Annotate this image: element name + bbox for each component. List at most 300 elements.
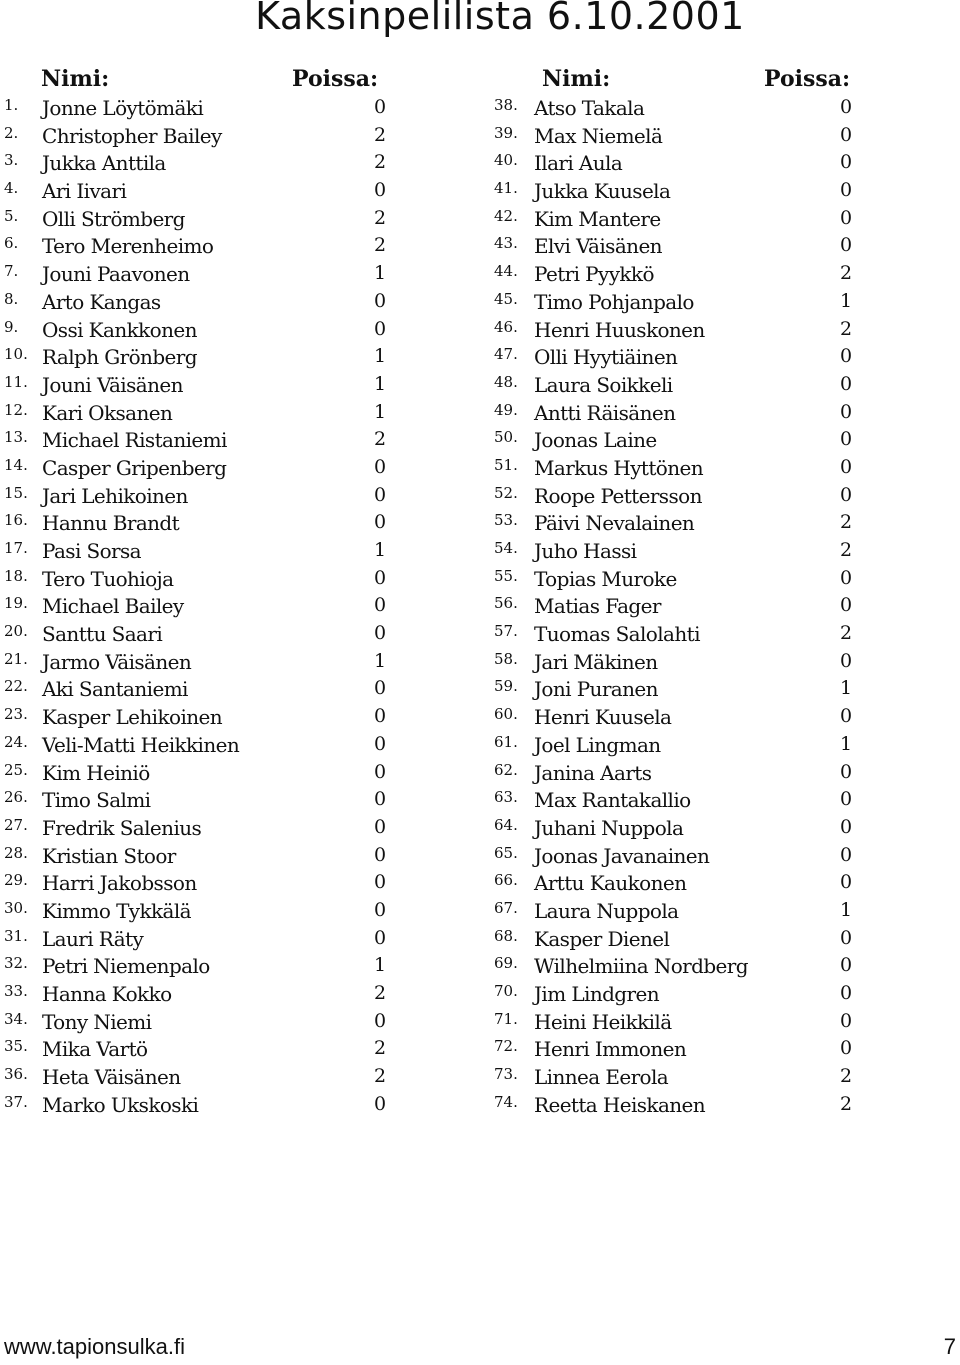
player-name: Henri Immonen: [534, 1037, 687, 1062]
page-number: 7: [943, 1334, 956, 1359]
rows-right: [488, 96, 868, 1120]
player-name: Kimmo Tykkälä: [42, 898, 191, 923]
row-number: 73.: [494, 1065, 518, 1084]
row-number: 42.: [494, 206, 518, 225]
row-number: 61.: [494, 732, 518, 751]
player-name: Veli-Matti Heikkinen: [42, 732, 240, 757]
row-number: 53.: [494, 511, 518, 530]
row-number: 13.: [4, 428, 28, 447]
absence-count: 1: [374, 372, 386, 395]
row-number: 24.: [4, 732, 28, 751]
absence-count: 2: [374, 1037, 386, 1060]
player-name: Casper Gripenberg: [42, 455, 227, 480]
absence-count: 0: [374, 289, 386, 312]
player-name: Jari Lehikoinen: [42, 483, 188, 508]
player-name: Fredrik Salenius: [42, 815, 202, 840]
row-number: 30.: [4, 898, 28, 917]
list-item: [0, 511, 400, 539]
absence-count: 2: [840, 539, 852, 561]
player-name: Ari Iivari: [42, 179, 127, 204]
player-name: Linnea Eerola: [534, 1065, 669, 1090]
list-item: [488, 345, 868, 373]
list-item: [0, 401, 400, 429]
list-item: [488, 428, 868, 456]
player-name: Elvi Väisänen: [534, 234, 662, 259]
website-link[interactable]: www.tapionsulka.fi: [4, 1334, 185, 1359]
absence-count: 0: [840, 455, 852, 478]
row-number: 65.: [494, 843, 518, 862]
absence-count: 0: [840, 179, 852, 202]
absence-count: 0: [840, 954, 852, 977]
absence-count: 0: [840, 151, 852, 174]
player-name: Ossi Kankkonen: [42, 317, 197, 342]
absence-count: 0: [374, 788, 386, 811]
row-number: 55.: [494, 566, 518, 585]
row-number: 47.: [494, 345, 518, 364]
row-number: 3.: [4, 151, 19, 170]
player-name: Heini Heikkilä: [534, 1009, 672, 1034]
player-name: Kim Mantere: [534, 206, 661, 231]
player-name: Tony Niemi: [42, 1009, 152, 1034]
absence-count: 1: [374, 345, 386, 368]
list-item: [0, 733, 400, 761]
absence-count: 2: [840, 1065, 852, 1088]
player-name: Ilari Aula: [534, 151, 623, 176]
list-item: [488, 151, 868, 179]
list-item: [0, 899, 400, 927]
row-number: 7.: [4, 262, 19, 281]
name-column-header: Nimi:: [41, 66, 110, 92]
player-name: Laura Soikkeli: [534, 372, 673, 397]
absence-count: 0: [840, 400, 852, 423]
list-item: [488, 844, 868, 872]
row-number: 63.: [494, 788, 518, 807]
row-number: 50.: [494, 428, 518, 447]
row-number: 46.: [494, 317, 518, 336]
absence-count: 0: [374, 871, 386, 894]
list-item: [488, 871, 868, 899]
row-number: 56.: [494, 594, 518, 613]
row-number: 69.: [494, 954, 518, 973]
name-column-header: Nimi:: [542, 66, 611, 92]
player-name: Kristian Stoor: [42, 843, 176, 868]
row-number: 49.: [494, 400, 518, 419]
absence-count: 0: [840, 206, 852, 229]
row-number: 64.: [494, 815, 518, 834]
list-item: [488, 622, 868, 650]
absence-count: 0: [840, 871, 852, 894]
absence-count: 1: [840, 289, 852, 312]
player-name: Joonas Javanainen: [534, 843, 710, 868]
row-number: 38.: [494, 96, 518, 114]
player-name: Timo Salmi: [42, 788, 151, 813]
row-number: 4.: [4, 179, 19, 198]
list-item: [0, 788, 400, 816]
list-item: [488, 1010, 868, 1038]
player-name: Henri Kuusela: [534, 705, 672, 730]
row-number: 25.: [4, 760, 28, 779]
list-item: [488, 373, 868, 401]
player-name: Petri Pyykkö: [534, 262, 654, 287]
list-item: [0, 234, 400, 262]
row-number: 45.: [494, 289, 518, 308]
list-item: [488, 96, 868, 124]
list-item: [488, 262, 868, 290]
list-item: [0, 761, 400, 789]
row-number: 57.: [494, 622, 518, 641]
list-item: [488, 594, 868, 622]
player-name: Mika Vartö: [42, 1037, 148, 1062]
player-name: Jukka Kuusela: [534, 179, 671, 204]
row-number: 18.: [4, 566, 28, 585]
list-item: [488, 927, 868, 955]
player-name: Tuomas Salolahti: [534, 622, 700, 647]
list-item: [488, 982, 868, 1010]
player-name: Petri Niemenpalo: [42, 954, 210, 979]
absence-count: 0: [840, 760, 852, 783]
player-name: Joni Puranen: [534, 677, 658, 702]
row-number: 5.: [4, 206, 19, 225]
row-number: 66.: [494, 871, 518, 890]
player-name: Santtu Saari: [42, 622, 163, 647]
row-number: 37.: [4, 1092, 28, 1111]
list-item: [0, 1037, 400, 1065]
row-number: 62.: [494, 760, 518, 779]
list-item: [0, 290, 400, 318]
list-item: [0, 318, 400, 346]
list-item: [488, 207, 868, 235]
absence-count: 0: [374, 622, 386, 645]
row-number: 19.: [4, 594, 28, 613]
player-name: Jari Mäkinen: [534, 649, 658, 674]
absence-count: 2: [374, 982, 386, 1004]
row-number: 26.: [4, 788, 28, 807]
list-item: [0, 124, 400, 152]
row-number: 20.: [4, 622, 28, 641]
list-item: [488, 650, 868, 678]
absence-count: 0: [840, 649, 852, 672]
list-item: [488, 511, 868, 539]
player-name: Lauri Räty: [42, 926, 144, 951]
list-item: [488, 816, 868, 844]
list-item: [488, 456, 868, 484]
absence-count: 0: [374, 511, 386, 534]
absence-count: 2: [374, 1065, 386, 1088]
row-number: 54.: [494, 539, 518, 557]
absence-count: 0: [840, 705, 852, 728]
list-item: [0, 345, 400, 373]
player-name: Olli Strömberg: [42, 206, 185, 231]
list-item: [0, 179, 400, 207]
list-item: [488, 1065, 868, 1093]
player-name: Matias Fager: [534, 594, 661, 619]
row-number: 16.: [4, 511, 28, 530]
player-name: Heta Väisänen: [42, 1065, 181, 1090]
absence-count: 0: [840, 843, 852, 866]
row-number: 59.: [494, 677, 518, 696]
absence-count: 0: [840, 1037, 852, 1060]
absence-count: 1: [374, 954, 386, 977]
row-number: 2.: [4, 123, 19, 142]
player-name: Roope Pettersson: [534, 483, 702, 508]
row-number: 71.: [494, 1009, 518, 1028]
list-item: [488, 705, 868, 733]
row-number: 40.: [494, 151, 518, 170]
absence-count: 0: [840, 234, 852, 257]
row-number: 68.: [494, 926, 518, 945]
list-item: [0, 456, 400, 484]
absence-count: 0: [840, 96, 852, 118]
list-item: [0, 151, 400, 179]
list-item: [0, 594, 400, 622]
list-item: [488, 179, 868, 207]
list-item: [0, 1093, 400, 1121]
list-item: [0, 1010, 400, 1038]
player-name: Pasi Sorsa: [42, 539, 141, 563]
list-item: [0, 954, 400, 982]
player-name: Max Niemelä: [534, 123, 663, 148]
row-number: 48.: [494, 372, 518, 391]
list-item: [488, 1037, 868, 1065]
absence-count: 2: [840, 511, 852, 534]
row-number: 67.: [494, 898, 518, 917]
absence-count: 0: [840, 372, 852, 395]
absence-count: 0: [374, 96, 386, 118]
absence-count: 2: [374, 123, 386, 146]
page-title: Kaksinpelilista 6.10.2001: [255, 0, 745, 38]
absence-count: 0: [840, 123, 852, 146]
row-number: 8.: [4, 289, 19, 308]
player-name: Jarmo Väisänen: [42, 649, 192, 674]
absence-count: 0: [840, 594, 852, 617]
absence-count: 0: [374, 760, 386, 783]
player-name: Olli Hyytiäinen: [534, 345, 678, 370]
row-number: 31.: [4, 926, 28, 945]
player-name: Arttu Kaukonen: [534, 871, 687, 896]
absence-count: 0: [374, 1092, 386, 1115]
row-number: 23.: [4, 705, 28, 724]
absence-count: 1: [374, 400, 386, 423]
absence-count: 1: [374, 649, 386, 672]
absence-count: 0: [374, 566, 386, 589]
player-name: Max Rantakallio: [534, 788, 691, 813]
player-name: Michael Ristaniemi: [42, 428, 227, 453]
absence-count: 0: [374, 898, 386, 921]
absence-count: 0: [840, 815, 852, 838]
absence-count: 0: [840, 428, 852, 451]
row-number: 10.: [4, 345, 28, 364]
list-item: [0, 650, 400, 678]
list-item: [488, 788, 868, 816]
row-number: 51.: [494, 455, 518, 474]
player-name: Arto Kangas: [42, 289, 161, 314]
list-item: [0, 539, 400, 567]
player-name: Aki Santaniemi: [42, 677, 188, 702]
row-number: 74.: [494, 1092, 518, 1111]
absence-count: 0: [374, 317, 386, 340]
list-item: [0, 1065, 400, 1093]
player-name: Kasper Dienel: [534, 926, 670, 951]
player-list-right: [488, 64, 868, 1120]
player-name: Joonas Laine: [534, 428, 657, 453]
absence-count: 0: [840, 982, 852, 1004]
list-item: [488, 761, 868, 789]
row-number: 15.: [4, 483, 28, 502]
player-name: Tero Tuohioja: [42, 566, 174, 591]
player-name: Ralph Grönberg: [42, 345, 197, 370]
absence-count: 2: [840, 262, 852, 285]
player-name: Atso Takala: [534, 96, 645, 120]
player-name: Reetta Heiskanen: [534, 1092, 706, 1117]
absence-count: 0: [374, 815, 386, 838]
list-item: [0, 705, 400, 733]
absent-column-header: Poissa:: [292, 66, 379, 92]
absence-count: 0: [840, 566, 852, 589]
list-item: [488, 318, 868, 346]
absence-count: 0: [374, 455, 386, 478]
player-name: Markus Hyttönen: [534, 455, 704, 480]
row-number: 28.: [4, 843, 28, 862]
list-item: [0, 622, 400, 650]
list-item: [488, 539, 868, 567]
player-name: Topias Muroke: [534, 566, 677, 591]
player-name: Henri Huuskonen: [534, 317, 705, 342]
row-number: 17.: [4, 539, 28, 557]
row-number: 6.: [4, 234, 19, 253]
list-item: [0, 871, 400, 899]
row-number: 14.: [4, 455, 28, 474]
absence-count: 0: [374, 594, 386, 617]
list-item: [488, 1093, 868, 1121]
absence-count: 0: [840, 926, 852, 949]
list-item: [488, 234, 868, 262]
player-name: Jonne Löytömäki: [42, 96, 204, 120]
player-name: Wilhelmiina Nordberg: [534, 954, 748, 979]
absence-count: 0: [374, 179, 386, 202]
row-number: 9.: [4, 317, 19, 336]
list-item: [0, 844, 400, 872]
absence-count: 1: [840, 732, 852, 755]
row-number: 22.: [4, 677, 28, 696]
player-name: Hanna Kokko: [42, 982, 172, 1006]
list-item: [0, 262, 400, 290]
absence-count: 2: [374, 206, 386, 229]
player-name: Kim Heiniö: [42, 760, 150, 785]
absence-count: 0: [374, 1009, 386, 1032]
player-name: Juhani Nuppola: [534, 815, 684, 840]
list-item: [0, 373, 400, 401]
list-item: [488, 290, 868, 318]
player-name: Päivi Nevalainen: [534, 511, 695, 536]
row-number: 34.: [4, 1009, 28, 1028]
player-name: Marko Ukskoski: [42, 1092, 199, 1117]
row-number: 44.: [494, 262, 518, 281]
row-number: 35.: [4, 1037, 28, 1056]
list-item: [488, 677, 868, 705]
row-number: 43.: [494, 234, 518, 253]
player-name: Christopher Bailey: [42, 123, 222, 148]
absence-count: 0: [374, 926, 386, 949]
player-name: Kasper Lehikoinen: [42, 705, 223, 730]
row-number: 36.: [4, 1065, 28, 1084]
list-item: [0, 96, 400, 124]
absence-count: 1: [374, 539, 386, 561]
absent-column-header: Poissa:: [764, 66, 851, 92]
list-item: [488, 484, 868, 512]
row-number: 12.: [4, 400, 28, 419]
row-number: 32.: [4, 954, 28, 973]
list-header: [0, 64, 400, 96]
row-number: 27.: [4, 815, 28, 834]
player-name: Timo Pohjanpalo: [534, 289, 694, 314]
row-number: 72.: [494, 1037, 518, 1056]
absence-count: 0: [374, 732, 386, 755]
row-number: 11.: [4, 372, 28, 391]
list-item: [0, 428, 400, 456]
player-list-left: [0, 64, 400, 1120]
row-number: 39.: [494, 123, 518, 142]
absence-count: 0: [374, 705, 386, 728]
player-name: Michael Bailey: [42, 594, 184, 619]
absence-count: 0: [374, 483, 386, 506]
row-number: 29.: [4, 871, 28, 890]
player-name: Laura Nuppola: [534, 898, 679, 923]
absence-count: 0: [840, 1009, 852, 1032]
absence-count: 0: [840, 788, 852, 811]
list-header: [488, 64, 868, 96]
list-item: [0, 484, 400, 512]
row-number: 33.: [4, 982, 28, 1000]
player-name: Joel Lingman: [534, 732, 661, 757]
absence-count: 1: [374, 262, 386, 285]
player-name: Tero Merenheimo: [42, 234, 214, 259]
player-name: Janina Aarts: [534, 760, 652, 785]
list-item: [488, 899, 868, 927]
list-item: [0, 677, 400, 705]
list-item: [488, 401, 868, 429]
player-name: Harri Jakobsson: [42, 871, 197, 896]
absence-count: 0: [840, 345, 852, 368]
rows-left: [0, 96, 400, 1120]
absence-count: 2: [374, 234, 386, 257]
absence-count: 0: [840, 483, 852, 506]
list-item: [0, 982, 400, 1010]
row-number: 58.: [494, 649, 518, 668]
player-name: Jukka Anttila: [42, 151, 166, 176]
player-name: Hannu Brandt: [42, 511, 180, 536]
absence-count: 2: [374, 151, 386, 174]
list-item: [488, 954, 868, 982]
row-number: 21.: [4, 649, 28, 668]
list-item: [488, 124, 868, 152]
player-name: Antti Räisänen: [534, 400, 676, 425]
player-name: Juho Hassi: [534, 539, 637, 563]
list-item: [0, 816, 400, 844]
list-item: [488, 733, 868, 761]
row-number: 41.: [494, 179, 518, 198]
absence-count: 1: [840, 677, 852, 700]
absence-count: 2: [840, 622, 852, 645]
list-item: [0, 567, 400, 595]
row-number: 70.: [494, 982, 518, 1000]
list-item: [0, 927, 400, 955]
player-name: Jouni Paavonen: [42, 262, 190, 287]
absence-count: 2: [840, 1092, 852, 1115]
row-number: 1.: [4, 96, 19, 114]
absence-count: 0: [374, 843, 386, 866]
player-name: Jouni Väisänen: [42, 372, 183, 397]
absence-count: 2: [840, 317, 852, 340]
